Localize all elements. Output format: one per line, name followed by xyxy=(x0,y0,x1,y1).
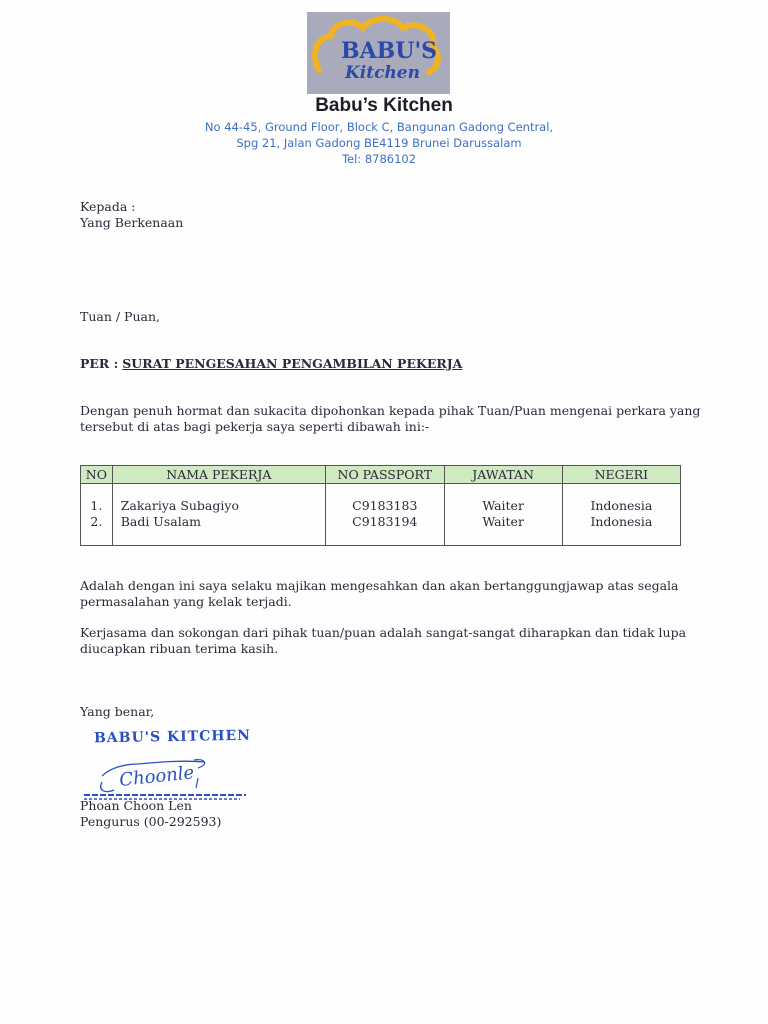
row-1-jawatan: Waiter xyxy=(482,498,524,513)
row-1-no: 1. xyxy=(90,498,103,513)
subject-title: SURAT PENGESAHAN PENGAMBILAN PEKERJA xyxy=(122,356,463,371)
cell-negeri xyxy=(562,484,680,546)
paragraph-2-line-2: diucapkan ribuan terima kasih. xyxy=(80,641,279,656)
chef-hat-icon xyxy=(307,12,450,94)
paragraph-1-line-2: permasalahan yang kelak terjadi. xyxy=(80,594,292,609)
table-header-row xyxy=(81,466,681,484)
address-line-1: No 44-45, Ground Floor, Block C, Bangunan Gadong Central, xyxy=(204,120,554,134)
table-row xyxy=(81,484,681,546)
signature-scrawl: Choonle xyxy=(118,762,196,791)
recipient-label: Kepada : xyxy=(80,199,136,214)
row-2-name: Badi Usalam xyxy=(120,514,202,529)
row-2-negeri: Indonesia xyxy=(590,514,653,529)
address-line-2: Spg 21, Jalan Gadong BE4119 Brunei Darussalam xyxy=(236,136,522,150)
row-1-passport: C9183183 xyxy=(352,498,418,513)
intro-line-2: tersebut di atas bagi pekerja saya seperti dibawah ini:- xyxy=(80,419,430,434)
column-header-no: NO xyxy=(81,466,113,484)
signatory-name: Phoan Choon Len xyxy=(80,798,192,813)
row-2-passport: C9183194 xyxy=(352,514,418,529)
row-2-no: 2. xyxy=(90,514,103,529)
closing-yang-benar: Yang benar, xyxy=(80,704,155,719)
row-1-name: Zakariya Subagiyo xyxy=(120,498,239,513)
recipient-name: Yang Berkenaan xyxy=(80,215,184,230)
company-name: Babu’s Kitchen xyxy=(315,95,453,116)
paragraph-1-line-1: Adalah dengan ini saya selaku majikan mengesahkan dan akan bertanggungjawap atas segala xyxy=(80,578,679,593)
logo-text-kitchen: Kitchen xyxy=(345,63,420,83)
subject-prefix: PER : xyxy=(80,356,119,371)
signatory-position: Pengurus (00-292593) xyxy=(80,814,222,829)
subject-line xyxy=(80,356,462,372)
telephone: Tel: 8786102 xyxy=(341,152,417,166)
company-stamp: BABU'S KITCHEN xyxy=(93,727,252,747)
column-header-passport: NO PASSPORT xyxy=(326,466,444,484)
salutation: Tuan / Puan, xyxy=(80,309,160,324)
signature-mark xyxy=(80,752,255,802)
cell-jawatan xyxy=(444,484,562,546)
column-header-jawatan: JAWATAN xyxy=(444,466,562,484)
paragraph-2-line-1: Kerjasama dan sokongan dari pihak tuan/puan adalah sangat-sangat diharapkan dan tidak lupa xyxy=(80,625,687,640)
workers-table xyxy=(80,465,681,546)
logo-text-babus: BABU'S xyxy=(341,38,438,64)
company-logo xyxy=(307,12,450,94)
cell-no xyxy=(81,484,113,546)
cell-name xyxy=(112,484,325,546)
row-1-negeri: Indonesia xyxy=(590,498,653,513)
cell-passport xyxy=(326,484,444,546)
column-header-name: NAMA PEKERJA xyxy=(112,466,325,484)
intro-line-1: Dengan penuh hormat dan sukacita dipohonkan kepada pihak Tuan/Puan mengenai perkara yang xyxy=(80,403,701,418)
row-2-jawatan: Waiter xyxy=(482,514,524,529)
column-header-negeri: NEGERI xyxy=(562,466,680,484)
